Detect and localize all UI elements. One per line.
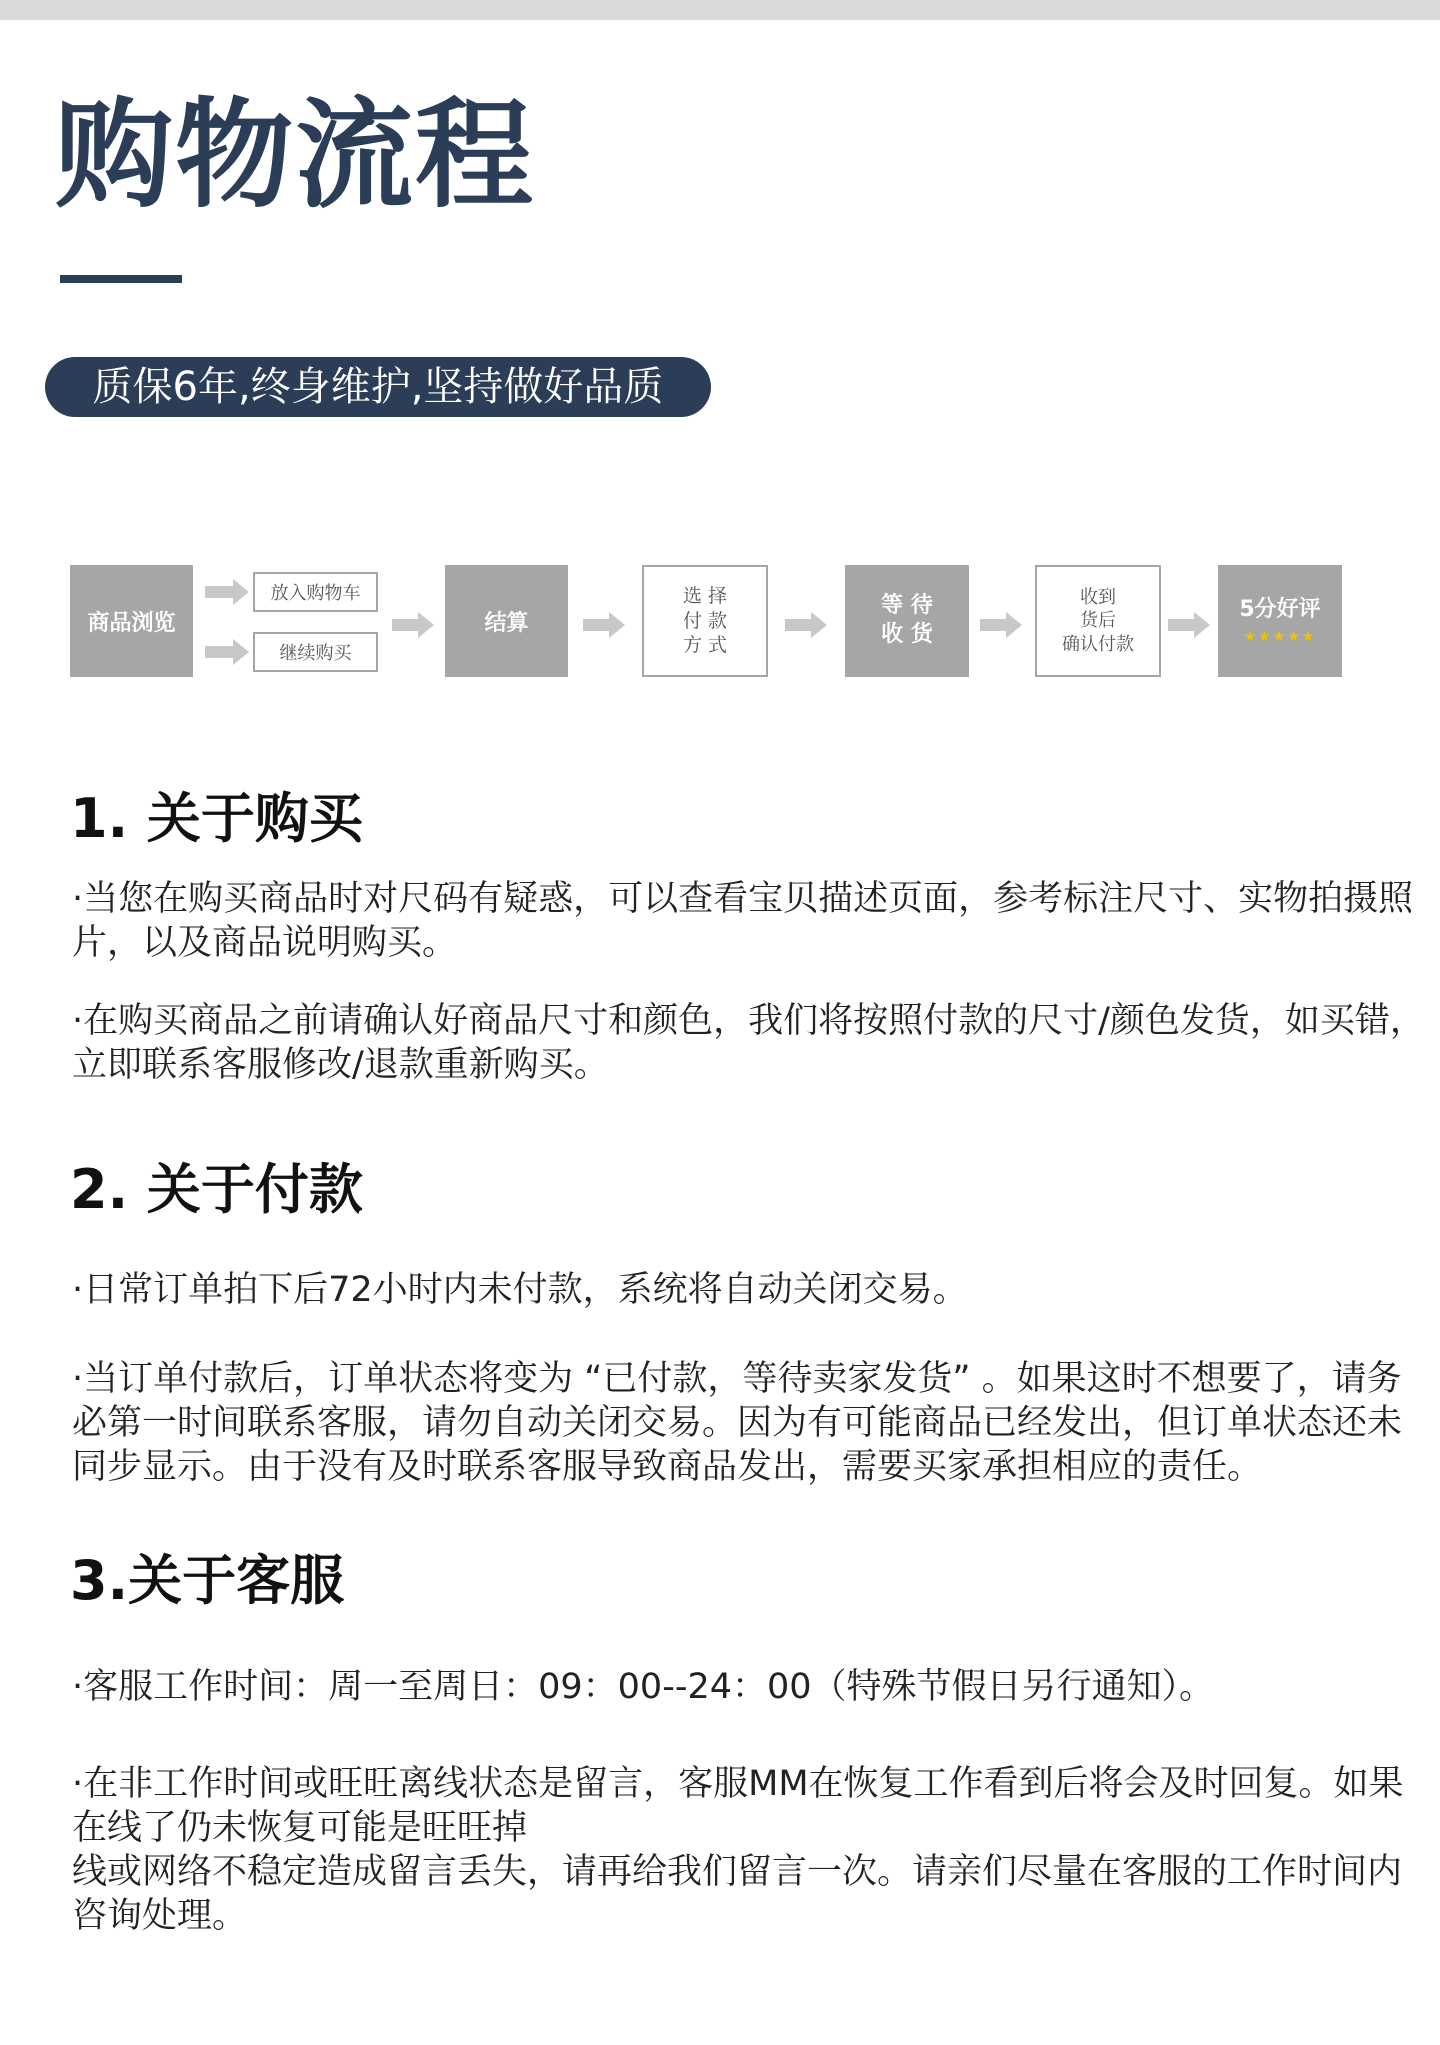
section-1-title: 1. 关于购买 [70,787,363,850]
step-checkout [445,565,568,677]
tagline-badge: 质保6年,终身维护,坚持做好品质 [45,357,711,417]
step-add-cart [253,572,378,612]
step-review-label: 5分好评 [1239,596,1321,622]
step-wait-line-1: 等 待 [881,593,933,619]
section-3-paragraph-3: 线或网络不稳定造成留言丢失，请再给我们留言一次。请亲们尽量在客服的工作时间内咨询处理。 [72,1852,1403,1936]
step-receive-line-3: 确认付款 [1062,633,1134,655]
section-3-title: 3.关于客服 [70,1549,345,1612]
step-continue [253,632,378,672]
step-pay-method [642,565,768,677]
shopping-flow-diagram [0,560,1440,690]
section-1-paragraph-2: ·在购买商品之前请确认好商品尺寸和颜色，我们将按照付款的尺寸/颜色发货，如买错，立即联系客服修改/退款重新购买。 [72,1001,1425,1085]
step-receive-line-1: 收到 [1080,586,1116,608]
step-wait [845,565,969,677]
title-underline [60,275,182,283]
step-add-cart-label: 放入购物车 [270,583,361,604]
step-browse [70,565,193,677]
step-receive-line-2: 货后 [1080,610,1116,632]
section-2-paragraph-1: ·日常订单拍下后72小时内未付款，系统将自动关闭交易。 [72,1270,968,1310]
step-receive [1035,565,1161,677]
section-2-title: 2. 关于付款 [70,1158,363,1221]
step-checkout-label: 结算 [484,610,529,636]
step-pay-method-line-2: 付 款 [682,609,728,632]
top-bar [0,0,1440,20]
five-star-icon: ★★★★★ [1243,629,1317,646]
section-1-paragraph-1: ·当您在购买商品时对尺码有疑惑，可以查看宝贝描述页面，参考标注尺寸、实物拍摄照片，以及商品说明购买。 [72,879,1414,963]
step-pay-method-line-3: 方 式 [682,634,728,657]
step-browse-label: 商品浏览 [87,610,176,636]
step-wait-line-2: 收 货 [881,622,933,647]
section-3-paragraph-1: ·客服工作时间：周一至周日：09：00--24：00（特殊节假日另行通知）。 [72,1667,1215,1707]
section-2-paragraph-2: ·当订单付款后，订单状态将变为 “已付款，等待卖家发货” 。如果这时不想要了，请务必第一时间联系客服，请勿自动关闭交易。因为有可能商品已经发出，但订单状态还未同步显示。由于没有及时联系客服导致商品发出，需要买家承担相应的责任。 [72,1359,1403,1487]
section-3-paragraph-2: ·在非工作时间或旺旺离线状态是留言，客服MM在恢复工作看到后将会及时回复。如果在线了仍未恢复可能是旺旺掉 [72,1764,1404,1848]
page-title: 购物流程 [55,86,536,224]
step-pay-method-line-1: 选 择 [682,584,728,607]
step-continue-label: 继续购买 [279,643,352,664]
step-review [1218,565,1342,677]
